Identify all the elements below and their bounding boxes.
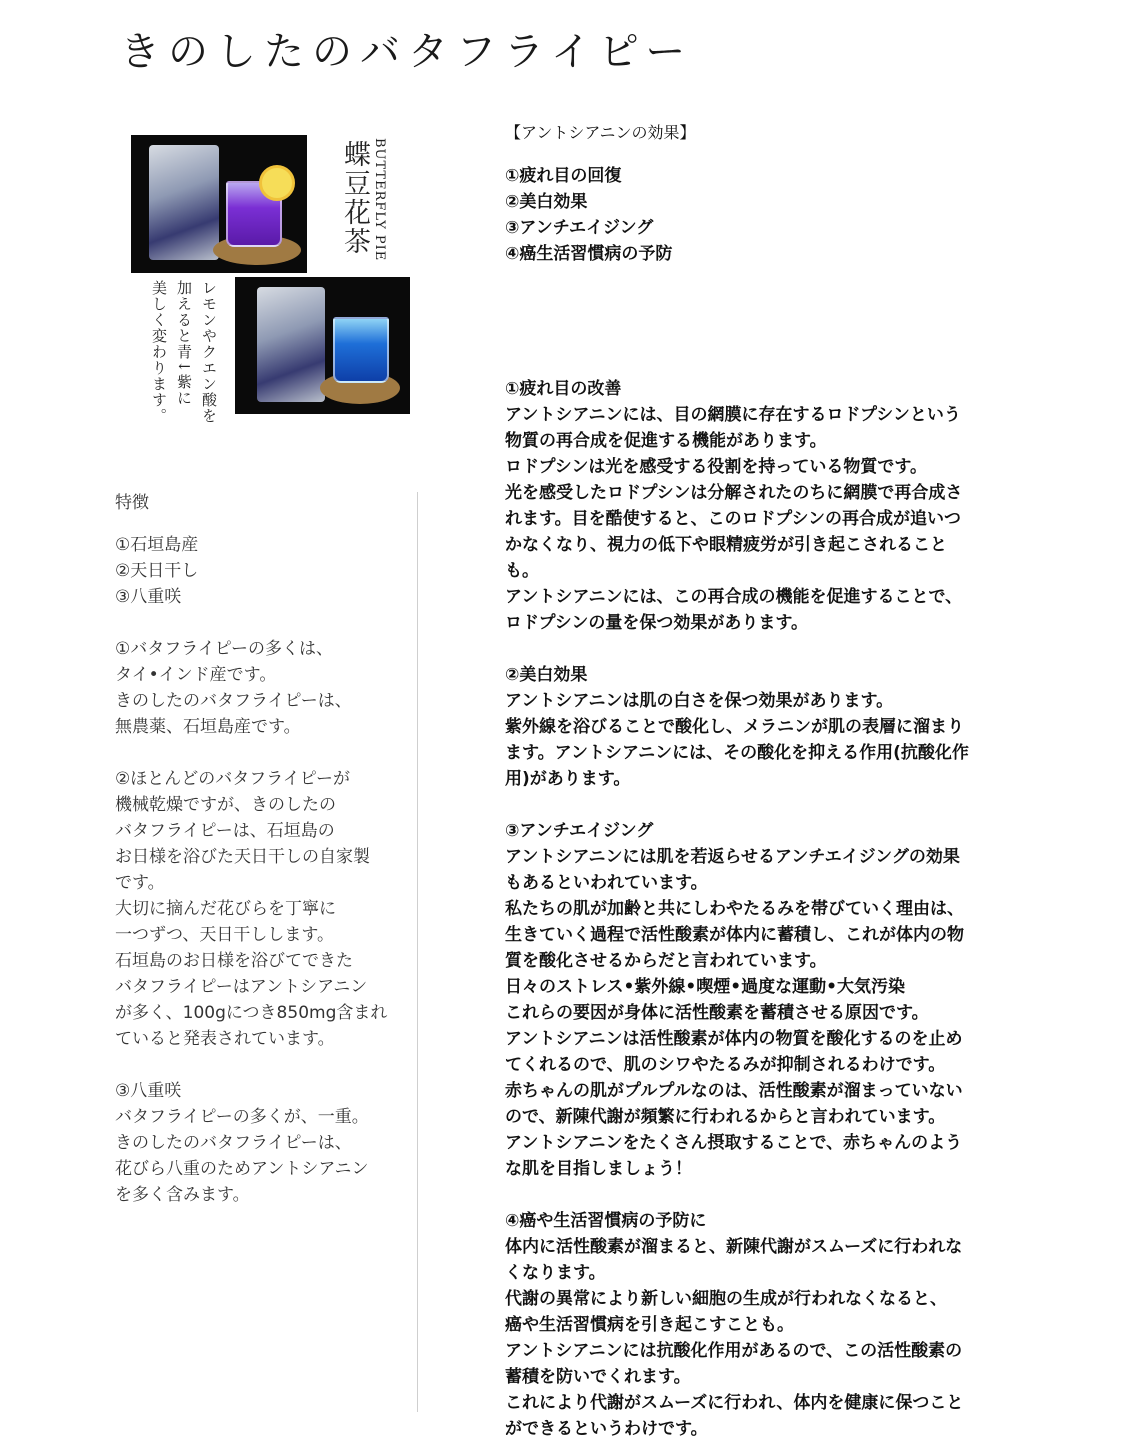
- features-heading: 特徴: [115, 493, 149, 513]
- features-list-item: ①石垣島産: [115, 535, 199, 555]
- effect-text-line: アントシアニンには肌を若返らせるアンチエイジングの効果: [505, 847, 960, 867]
- feature-text-line: バタフライピーはアントシアニン: [115, 977, 368, 997]
- feature-text-line: 機械乾燥ですが、きのしたの: [115, 795, 336, 815]
- effect-text-line: ロドプシンは光を感受する役割を持っている物質です。: [505, 457, 928, 477]
- effect-text-line: ロドプシンの量を保つ効果があります。: [505, 613, 809, 633]
- features-column: [115, 490, 415, 1208]
- feature-text-line: 無農薬、石垣島産です。: [115, 717, 301, 737]
- effect-text-line: アントシアニンには抗酸化作用があるので、この活性酸素の: [505, 1341, 963, 1361]
- feature-text-line: ①バタフライピーの多くは、: [115, 639, 334, 659]
- effect-text-line: てくれるので、肌のシワやたるみが抑制されるわけです。: [505, 1055, 946, 1075]
- effect-text-line: ②美白効果: [505, 665, 588, 685]
- effect-text-line: ます。アントシアニンには、その酸化を抑える作用(抗酸化作: [505, 743, 969, 763]
- effect-text-line: もあるといわれています。: [505, 873, 708, 893]
- effect-text-line: ③アンチエイジング: [505, 821, 654, 841]
- effect-text-line: 紫外線を浴びることで酸化し、メラニンが肌の表層に溜まり: [505, 717, 964, 737]
- effect-text-line: な肌を目指しましょう！: [505, 1159, 692, 1179]
- effect-text-line: アントシアニンは肌の白さを保つ効果があります。: [505, 691, 894, 711]
- feature-text-line: 大切に摘んだ花びらを丁寧に: [115, 899, 336, 919]
- effect-text-line: これにより代謝がスムーズに行われ、体内を健康に保つこと: [505, 1393, 964, 1413]
- feature-text-line: が多く、100gにつき850mg含まれ: [115, 1003, 388, 1023]
- effect-text-line: 生きていく過程で活性酸素が体内に蓄積し、これが体内の物: [505, 925, 964, 945]
- description-line: 加えると青↓紫に: [175, 280, 193, 406]
- product-photo-purple: [131, 135, 307, 273]
- effect-text-line: ので、新陳代謝が頻繁に行われるからと言われています。: [505, 1107, 946, 1127]
- feature-text-line: きのしたのバタフライピーは、: [115, 691, 352, 711]
- feature-text-line: 一つずつ、天日干しします。: [115, 925, 334, 945]
- feature-text-line: です。: [115, 873, 165, 893]
- product-description: [146, 280, 221, 424]
- column-divider: [417, 492, 418, 1412]
- effect-text-line: 光を感受したロドプシンは分解されたのちに網膜で再合成さ: [505, 483, 963, 503]
- effect-text-line: 質を酸化させるからだと言われています。: [505, 951, 827, 971]
- effects-list-item: ④癌生活習慣病の予防: [505, 244, 673, 264]
- effect-text-line: 私たちの肌が加齢と共にしわやたるみを帯びていく理由は、: [505, 899, 964, 919]
- feature-text-line: お日様を浴びた天日干しの自家製: [115, 847, 370, 867]
- feature-text-line: ②ほとんどのバタフライピーが: [115, 769, 351, 789]
- effect-text-line: アントシアニンをたくさん摂取することで、赤ちゃんのよう: [505, 1133, 963, 1153]
- features-list-item: ③八重咲: [115, 587, 182, 607]
- product-name-en: BUTTERFLY PIE: [372, 138, 387, 262]
- effects-heading: 【アントシアニンの効果】: [505, 123, 696, 142]
- effect-text-line: 癌や生活習慣病を引き起こすことも。: [505, 1315, 794, 1335]
- effect-text-line: れます。目を酷使すると、このロドプシンの再合成が追いつ: [505, 509, 962, 529]
- effects-list-item: ②美白効果: [505, 192, 588, 212]
- effect-text-line: も。: [505, 561, 539, 581]
- features-list-item: ②天日干し: [115, 561, 199, 581]
- effects-list-item: ③アンチエイジング: [505, 218, 654, 238]
- effect-text-line: アントシアニンには、目の網膜に存在するロドプシンという: [505, 405, 961, 425]
- description-line: レモンやクエン酸を: [200, 280, 218, 424]
- feature-text-line: ③八重咲: [115, 1081, 182, 1101]
- effects-list-item: ①疲れ目の回復: [505, 166, 622, 186]
- effect-text-line: 日々のストレス•紫外線•喫煙•過度な運動•大気汚染: [505, 977, 905, 997]
- effect-text-line: ①疲れ目の改善: [505, 379, 622, 399]
- feature-text-line: ていると発表されています。: [115, 1029, 335, 1049]
- effect-text-line: かなくなり、視力の低下や眼精疲労が引き起こされること: [505, 535, 947, 555]
- feature-text-line: 石垣島のお日様を浴びてできた: [115, 951, 353, 971]
- description-line: 美しく変わります。: [150, 280, 168, 424]
- feature-text-line: バタフライピーの多くが、一重。: [115, 1107, 369, 1127]
- effect-text-line: 代謝の異常により新しい細胞の生成が行われなくなると、: [505, 1289, 947, 1309]
- feature-text-line: タイ•インド産です。: [115, 665, 277, 685]
- effect-text-line: ができるというわけです。: [505, 1419, 708, 1439]
- feature-text-line: きのしたのバタフライピーは、: [115, 1133, 352, 1153]
- page-title: きのしたのバタフライピー: [120, 29, 694, 75]
- effect-text-line: 物質の再合成を促進する機能があります。: [505, 431, 827, 451]
- effect-text-line: アントシアニンには、この再合成の機能を促進することで、: [505, 587, 963, 607]
- effect-text-line: 用)があります。: [505, 769, 631, 789]
- feature-text-line: 花びら八重のためアントシアニン: [115, 1159, 369, 1179]
- effect-text-line: ④癌や生活習慣病の予防に: [505, 1211, 707, 1231]
- effects-column: [505, 120, 1035, 1442]
- effect-text-line: 蓄積を防いでくれます。: [505, 1367, 691, 1387]
- effect-text-line: くなります。: [505, 1263, 606, 1283]
- product-name-ja: 蝶豆花茶: [339, 140, 370, 256]
- effect-text-line: アントシアニンは活性酸素が体内の物質を酸化するのを止め: [505, 1029, 963, 1049]
- feature-text-line: バタフライピーは、石垣島の: [115, 821, 335, 841]
- feature-text-line: を多く含みます。: [115, 1185, 250, 1205]
- effect-text-line: 体内に活性酸素が溜まると、新陳代謝がスムーズに行われな: [505, 1237, 963, 1257]
- effect-text-line: 赤ちゃんの肌がプルプルなのは、活性酸素が溜まっていない: [505, 1081, 963, 1101]
- product-photo-blue: [235, 277, 410, 414]
- effect-text-line: これらの要因が身体に活性酸素を蓄積させる原因です。: [505, 1003, 929, 1023]
